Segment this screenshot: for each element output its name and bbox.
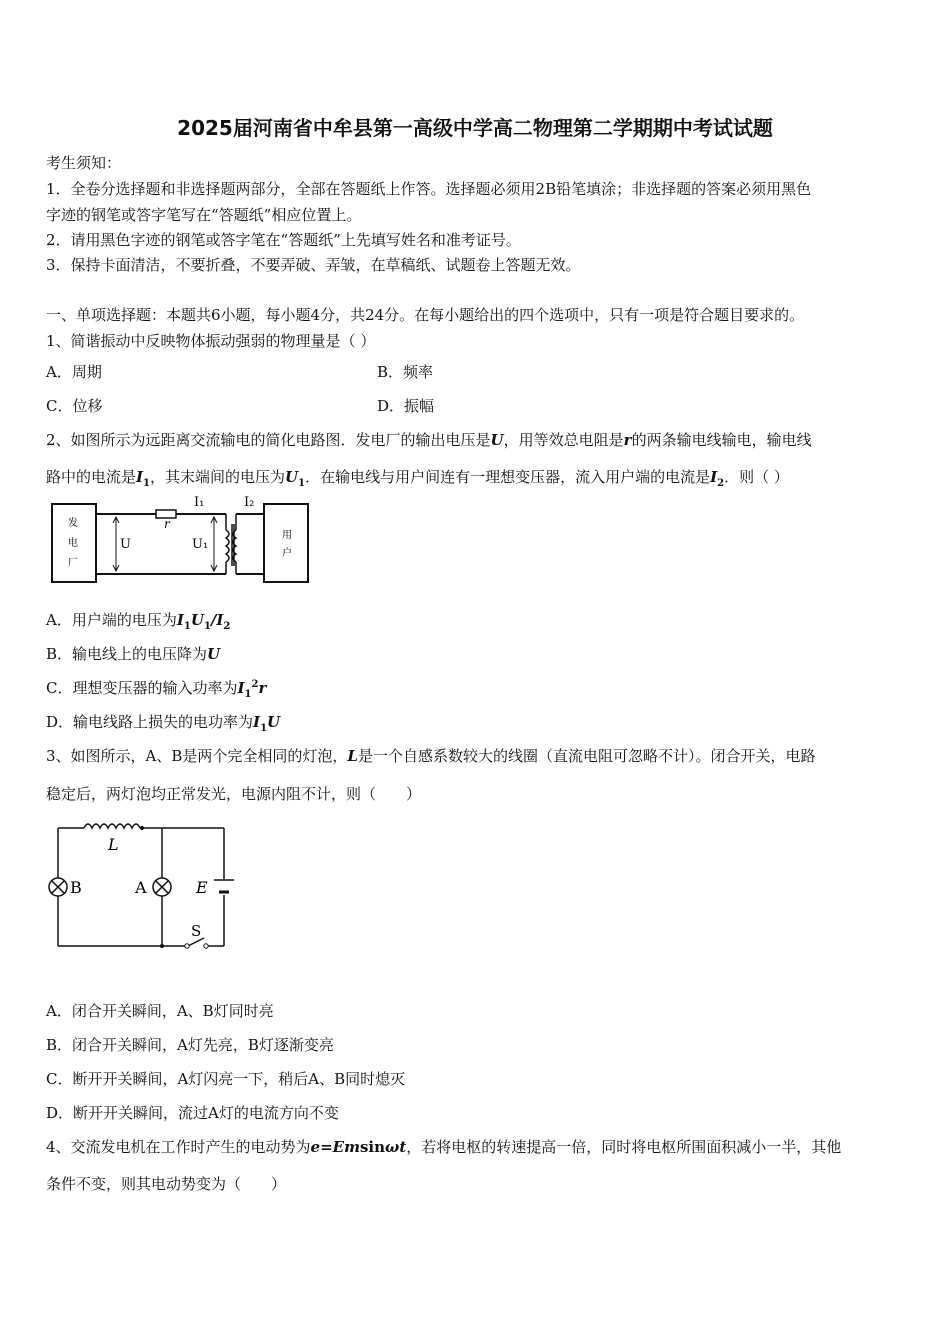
notice-item: 字迹的钢笔或答字笔写在“答题纸”相应位置上。 — [46, 206, 362, 224]
label-l: L — [108, 835, 119, 854]
q3-option-d: D．断开开关瞬间，流过A灯的电流方向不变 — [46, 1104, 339, 1122]
label-i2: I₂ — [244, 495, 255, 510]
q1-option-d: D．振幅 — [377, 397, 435, 415]
inductor-coil — [84, 824, 140, 828]
inductor-circuit-diagram — [46, 816, 246, 956]
voltage-arrow-u1 — [211, 517, 217, 571]
user-label: 用 — [282, 530, 292, 541]
q2-option-a: A．用户端的电压为$I_1U_1/I_2$ — [46, 611, 231, 632]
label-r: r — [164, 517, 170, 531]
question-1-stem: 1、简谐振动中反映物体振动强弱的物理量是（ ） — [46, 332, 376, 350]
plant-label: 电 — [68, 538, 78, 549]
notice-heading: 考生须知： — [46, 154, 122, 172]
label-i1: I₁ — [194, 495, 205, 510]
lamp-b-icon — [49, 878, 67, 896]
label-e: E — [196, 878, 208, 897]
transmission-circuit-diagram — [46, 492, 316, 590]
question-2-stem-line1: 2、如图所示为远距离交流输电的简化电路图．发电厂的输出电压是U，用等效总电阻是r的两条输电线输电，输电线 — [46, 431, 812, 449]
voltage-arrow-u — [113, 517, 119, 571]
notice-item: 2．请用黑色字迹的钢笔或答字笔在“答题纸”上先填写姓名和准考证号。 — [46, 231, 521, 249]
q3-option-b: B．闭合开关瞬间，A灯先亮，B灯逐渐变亮 — [46, 1036, 334, 1054]
q1-option-c: C．位移 — [46, 397, 103, 415]
question-3-stem-line2: 稳定后，两灯泡均正常发光，电源内阻不计，则（ ） — [46, 785, 422, 803]
q3-option-a: A．闭合开关瞬间，A、B灯同时亮 — [46, 1002, 274, 1020]
label-b: B — [70, 878, 82, 897]
user-label: 户 — [282, 548, 292, 559]
page-title: 2025届河南省中牟县第一高级中学高二物理第二学期期中考试试题 — [177, 116, 773, 140]
question-4-stem-line1: 4、交流发电机在工作时产生的电动势为e=Emsinωt，若将电枢的转速提高一倍，同时将电枢所围面积减小一半，其他 — [46, 1138, 842, 1156]
q2-option-c: C．理想变压器的输入功率为$I_1^2r$ — [46, 679, 267, 700]
section-heading: 一、单项选择题：本题共6小题，每小题4分，共24分。在每小题给出的四个选项中，只有一项是符合题目要求的。 — [46, 306, 805, 324]
label-a: A — [135, 878, 147, 897]
lamp-a-icon — [153, 878, 171, 896]
label-s: S — [191, 922, 202, 940]
question-4-stem-line2: 条件不变，则其电动势变为（ ） — [46, 1175, 287, 1193]
question-2-stem-line2: 路中的电流是$I_1$，其末端间的电压为$U_1$．在输电线与用户间连有一理想变压器，流入用户端的电流是$I_2$．则（ ） — [46, 468, 789, 489]
q2-option-b: B．输电线上的电压降为U — [46, 645, 221, 663]
user-box — [264, 504, 308, 582]
notice-item: 3．保持卡面清洁，不要折叠，不要弄破、弄皱，在草稿纸、试题卷上答题无效。 — [46, 256, 581, 274]
label-u: U — [120, 537, 131, 552]
q1-option-b: B．频率 — [377, 363, 434, 381]
plant-label: 厂 — [68, 558, 78, 569]
q1-option-a: A．周期 — [46, 363, 102, 381]
notice-item: 1．全卷分选择题和非选择题两部分，全部在答题纸上作答。选择题必须用2B铅笔填涂；非选择题的答案必须用黑色 — [46, 180, 812, 198]
label-u1: U₁ — [192, 537, 209, 552]
q2-option-d: D．输电线路上损失的电功率为$I_1U$ — [46, 713, 281, 734]
plant-label: 发 — [68, 518, 78, 529]
q3-option-c: C．断开开关瞬间，A灯闪亮一下，稍后A、B同时熄灭 — [46, 1070, 406, 1088]
transformer-icon — [226, 514, 236, 574]
battery-icon — [214, 880, 234, 892]
question-3-stem-line1: 3、如图所示，A、B是两个完全相同的灯泡，L是一个自感系数较大的线圈（直流电阻可忽略不计）。闭合开关，电路 — [46, 747, 816, 765]
